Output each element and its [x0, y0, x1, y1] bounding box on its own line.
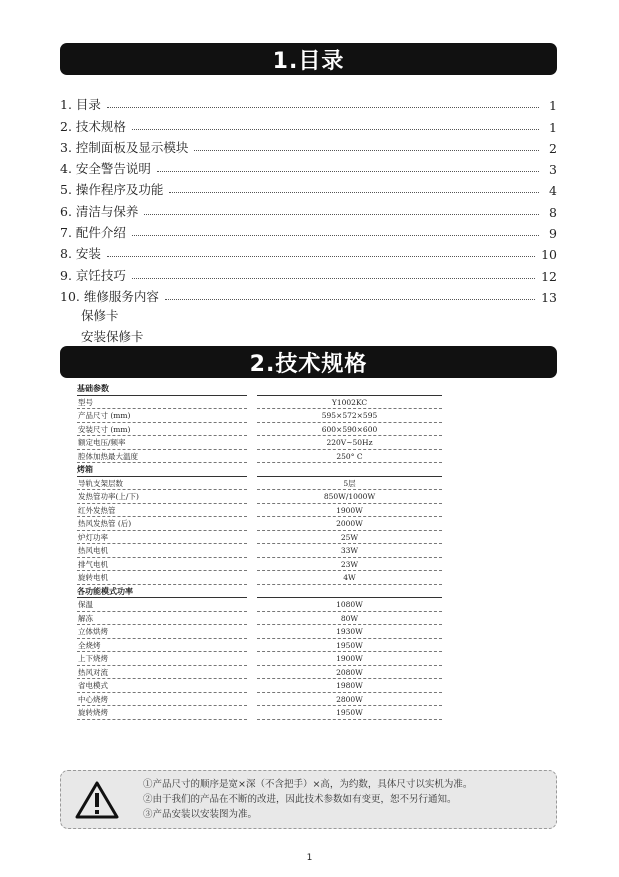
- spec-label: 热风电机: [77, 544, 247, 558]
- spec-value: 600×590×600: [257, 423, 442, 437]
- toc-page: 9: [549, 226, 557, 242]
- spec-row: [77, 490, 442, 504]
- spec-row: [77, 396, 442, 410]
- spec-label: 立体烘烤: [77, 625, 247, 639]
- spec-value: 220V~50Hz: [257, 436, 442, 450]
- spec-row: [77, 531, 442, 545]
- spec-row: [77, 666, 442, 680]
- notice-box: [60, 770, 557, 829]
- spec-row: [77, 436, 442, 450]
- spec-header-rule: [257, 382, 442, 396]
- toc-entry[interactable]: [60, 177, 557, 198]
- spec-value: 1930W: [257, 625, 442, 639]
- spec-row: [77, 517, 442, 531]
- spec-label: 额定电压/频率: [77, 436, 247, 450]
- toc-page: 12: [541, 268, 557, 284]
- spec-group-title: 各功能模式功率: [77, 585, 247, 599]
- spec-header-rule: [257, 585, 442, 599]
- spec-value: 850W/1000W: [257, 490, 442, 504]
- toc-leader: [132, 235, 539, 236]
- spec-label: 保温: [77, 598, 247, 612]
- toc-title: 3. 控制面板及显示模块: [60, 139, 189, 155]
- spec-label: 发热管功率(上/下): [77, 490, 247, 504]
- spec-value: 1950W: [257, 639, 442, 653]
- spec-label: 上下烧烤: [77, 652, 247, 666]
- spec-value: Y1002KC: [257, 396, 442, 410]
- toc-entry[interactable]: [60, 220, 557, 241]
- spec-row: [77, 544, 442, 558]
- toc-leader: [194, 150, 539, 151]
- spec-row: [77, 558, 442, 572]
- spec-row: [77, 409, 442, 423]
- spec-group-header: [77, 463, 442, 477]
- spec-group-header: [77, 382, 442, 396]
- spec-value: 1900W: [257, 504, 442, 518]
- toc-title: 1. 目录: [60, 97, 101, 113]
- toc-entry[interactable]: [60, 284, 557, 305]
- toc-page: 3: [549, 162, 557, 178]
- spec-label: 中心烧烤: [77, 693, 247, 707]
- toc-leader: [107, 107, 539, 108]
- spec-row: [77, 639, 442, 653]
- toc-entry[interactable]: [60, 156, 557, 177]
- spec-label: 省电模式: [77, 679, 247, 693]
- page-number: 1: [306, 853, 313, 863]
- toc-title: 6. 清洁与保养: [60, 203, 139, 219]
- spec-row: [77, 504, 442, 518]
- spec-row: [77, 693, 442, 707]
- spec-label: 排气电机: [77, 558, 247, 572]
- notice-line: ③产品安装以安装图为准。: [143, 809, 258, 820]
- section-title-specs: [60, 346, 557, 378]
- spec-row: [77, 450, 442, 464]
- spec-row: [77, 679, 442, 693]
- spec-value: 250° C: [257, 450, 442, 464]
- toc-title: 5. 操作程序及功能: [60, 182, 164, 198]
- spec-value: 25W: [257, 531, 442, 545]
- spec-row: [77, 625, 442, 639]
- spec-row: [77, 598, 442, 612]
- spec-value: 1900W: [257, 652, 442, 666]
- spec-label: 炉灯功率: [77, 531, 247, 545]
- spec-value: 2800W: [257, 693, 442, 707]
- toc-page: 13: [541, 289, 557, 305]
- toc-entry[interactable]: [60, 241, 557, 262]
- toc-leader: [165, 299, 535, 300]
- spec-table: [77, 382, 442, 720]
- spec-label: 型号: [77, 396, 247, 410]
- toc-leader: [132, 278, 535, 279]
- spec-label: 红外发热管: [77, 504, 247, 518]
- spec-label: 腔体加热最大温度: [77, 450, 247, 464]
- spec-label: 旋转电机: [77, 571, 247, 585]
- spec-value: 23W: [257, 558, 442, 572]
- notice-line: ①产品尺寸的顺序是宽×深（不含把手）×高，为约数，具体尺寸以实机为准。: [143, 779, 473, 790]
- toc-leader: [169, 192, 539, 193]
- spec-row: [77, 612, 442, 626]
- toc-title: 7. 配件介绍: [60, 225, 126, 241]
- toc-entry[interactable]: [60, 135, 557, 156]
- spec-row: [77, 571, 442, 585]
- toc-title: 8. 安装: [60, 246, 101, 262]
- spec-label: 导轨支架层数: [77, 477, 247, 491]
- toc-entry[interactable]: [60, 92, 557, 113]
- toc-leader: [144, 214, 539, 215]
- toc-page: 10: [541, 247, 557, 263]
- spec-row: [77, 423, 442, 437]
- spec-header-rule: [257, 463, 442, 477]
- toc-leader: [132, 129, 539, 130]
- spec-value: 5层: [257, 477, 442, 491]
- spec-value: 595×572×595: [257, 409, 442, 423]
- toc-page: 8: [549, 204, 557, 220]
- spec-group-title: 烤箱: [77, 463, 247, 477]
- spec-group-title: 基础参数: [77, 382, 247, 396]
- toc-page: 1: [549, 98, 557, 114]
- toc-entry[interactable]: [60, 262, 557, 283]
- spec-label: 全烧烤: [77, 639, 247, 653]
- spec-label: 产品尺寸 (mm): [77, 409, 247, 423]
- spec-value: 4W: [257, 571, 442, 585]
- spec-label: 旋转烧烤: [77, 706, 247, 720]
- toc-sub-entry[interactable]: 安装保修卡: [81, 329, 144, 344]
- spec-value: 2080W: [257, 666, 442, 680]
- spec-value: 2000W: [257, 517, 442, 531]
- spec-row: [77, 477, 442, 491]
- notice-line: ②由于我们的产品在不断的改进，因此技术参数如有变更，恕不另行通知。: [143, 794, 457, 805]
- toc-title: 9. 京饪技巧: [60, 267, 126, 283]
- toc-page: 2: [549, 140, 557, 156]
- toc-sub-entry[interactable]: 保修卡: [81, 308, 119, 323]
- toc-entry[interactable]: [60, 198, 557, 219]
- section-title-text: 1.目录: [272, 48, 345, 74]
- toc-entry[interactable]: [60, 113, 557, 134]
- table-of-contents: [60, 92, 557, 305]
- spec-value: 1080W: [257, 598, 442, 612]
- notice-text: [143, 777, 472, 822]
- toc-title: 2. 技术规格: [60, 118, 126, 134]
- toc-leader: [157, 171, 539, 172]
- spec-label: 热风对流: [77, 666, 247, 680]
- spec-value: 1980W: [257, 679, 442, 693]
- toc-leader: [107, 256, 535, 257]
- section-title-text: 2.技术规格: [249, 351, 368, 377]
- spec-row: [77, 706, 442, 720]
- spec-row: [77, 652, 442, 666]
- spec-value: 80W: [257, 612, 442, 626]
- spec-value: 33W: [257, 544, 442, 558]
- toc-title: 10. 维修服务内容: [60, 288, 159, 304]
- spec-label: 热风发热管 (后): [77, 517, 247, 531]
- section-title-toc: [60, 43, 557, 75]
- toc-title: 4. 安全警告说明: [60, 161, 151, 177]
- toc-page: 1: [549, 119, 557, 135]
- spec-label: 解冻: [77, 612, 247, 626]
- warning-icon: [75, 781, 119, 819]
- spec-label: 安装尺寸 (mm): [77, 423, 247, 437]
- spec-group-header: [77, 585, 442, 599]
- spec-value: 1950W: [257, 706, 442, 720]
- toc-page: 4: [549, 183, 557, 199]
